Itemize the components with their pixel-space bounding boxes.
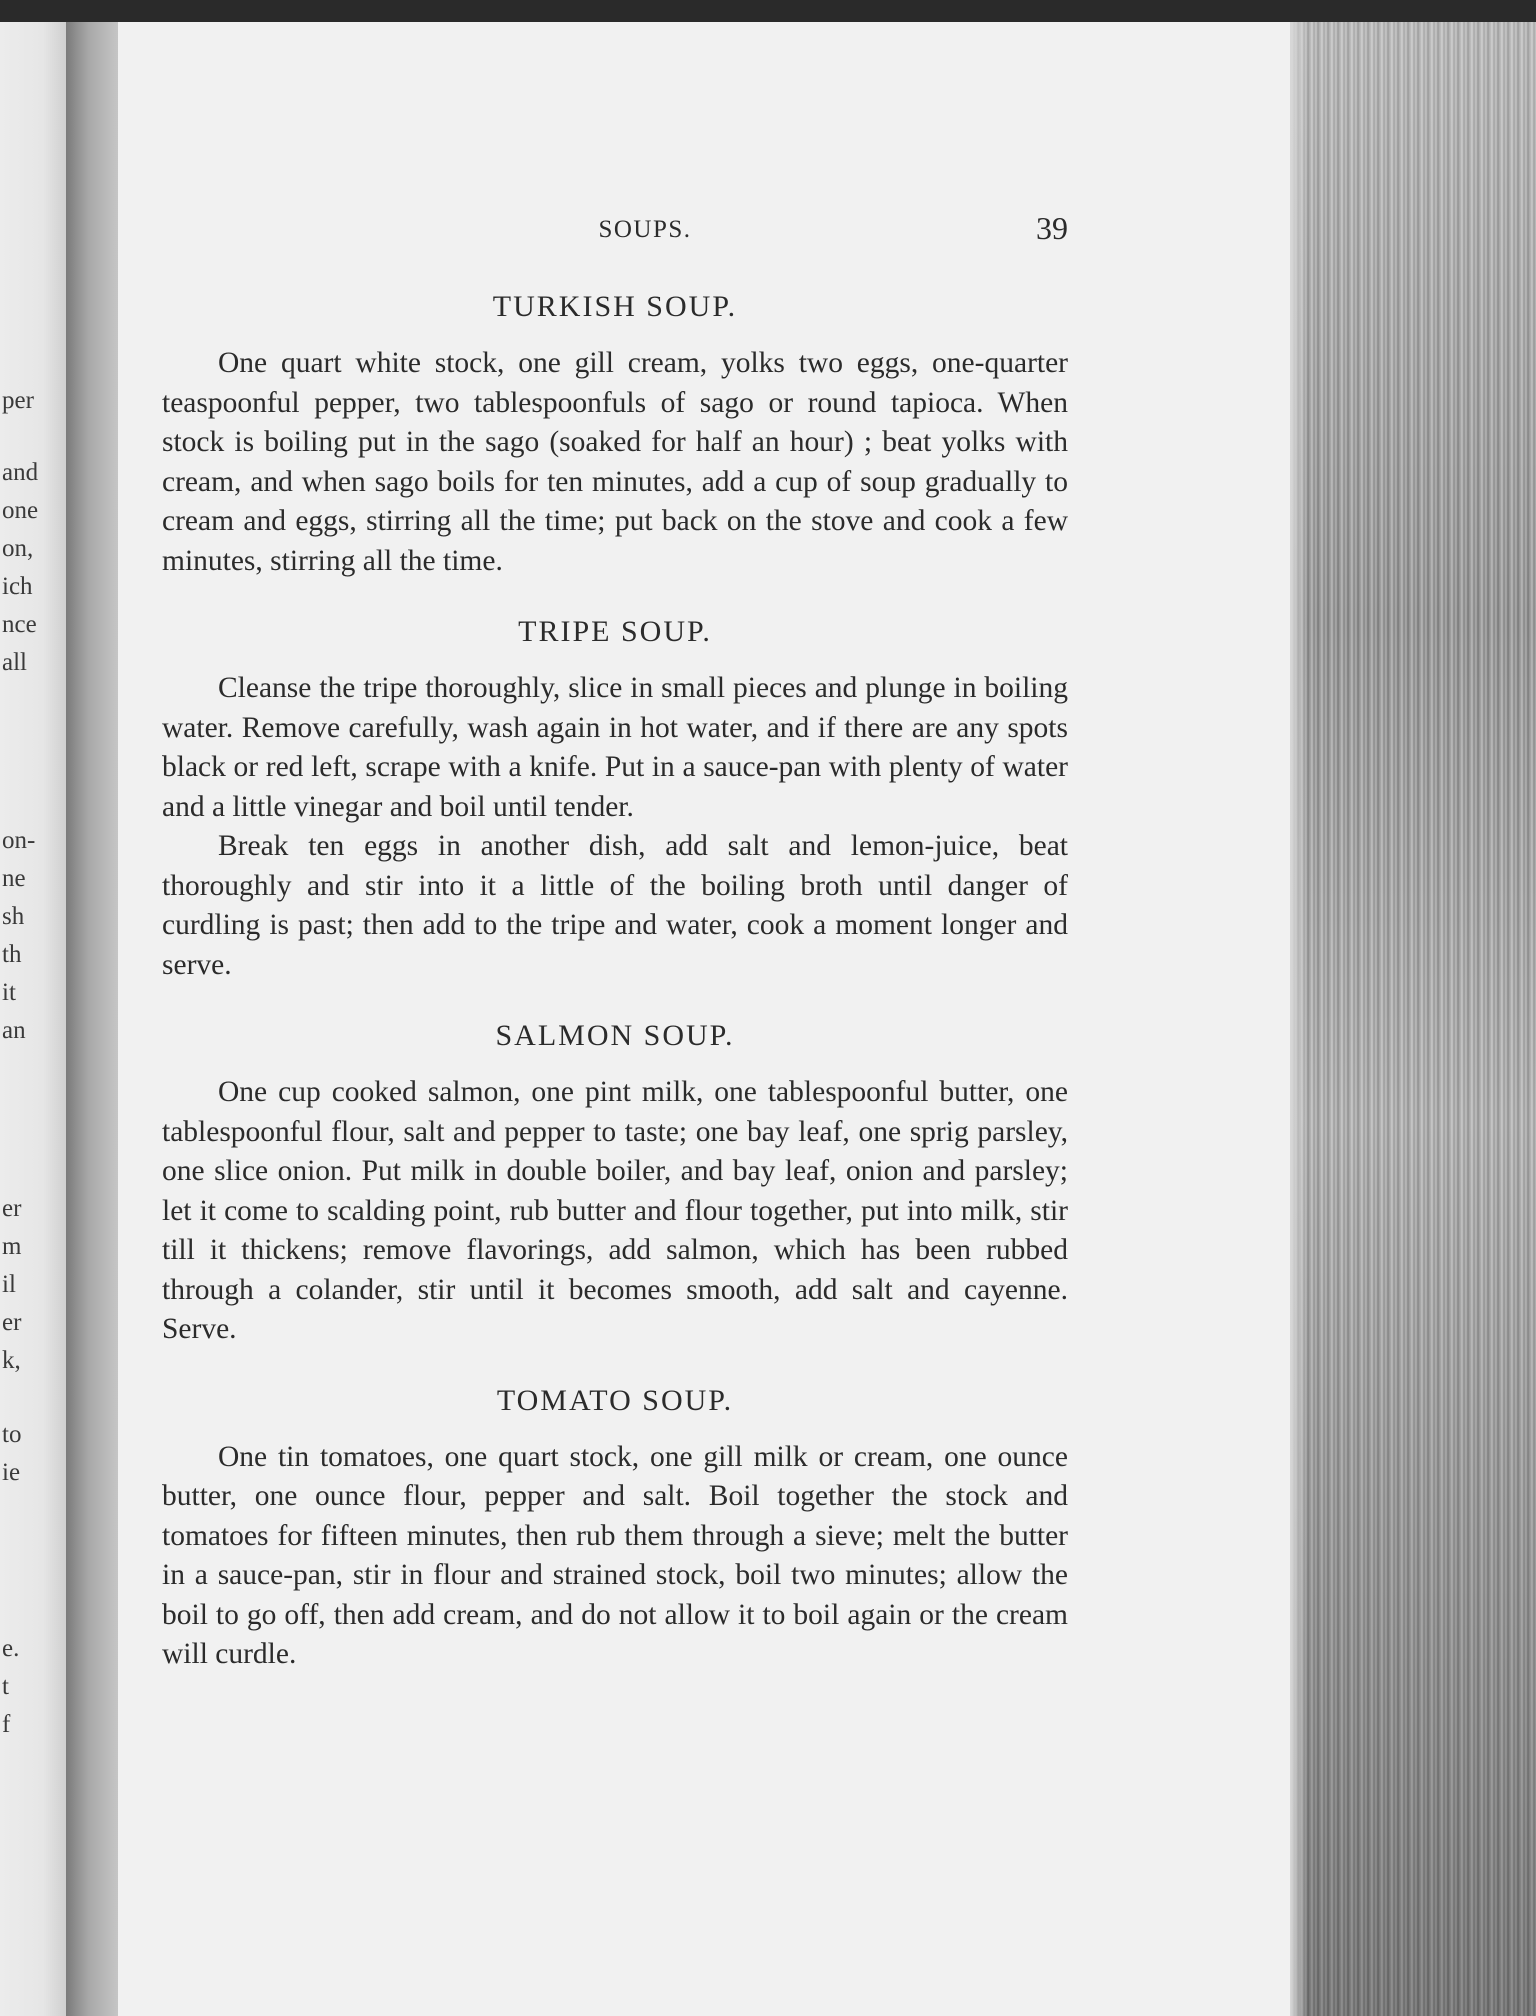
left-page-fragment: ich [2,573,33,600]
left-page-fragment: per [2,387,34,414]
recipe-section-tripe-soup [162,615,1068,985]
left-page-fragment: to [2,1421,22,1448]
paragraph: One tin tomatoes, one quart stock, one gill milk or cream, one ounce butter, one ounce flour, pepper and salt. Boil together the stock and tomatoes for fifteen minutes, then rub them through a sieve; melt the butter in a sauce-pan, stir in flour and strained stock, boil two minutes; allow the boil to go off, then add cream, and do not allow it to boil again or the cream will curdle. [162,1440,1068,1670]
paragraph: Cleanse the tripe thoroughly, slice in small pieces and plunge in boiling water. Remove carefully, wash again in hot water, and if there are any spots black or red left, scrape with a knife. Put in a sauce-pan with plenty of water and a little vinegar and boil until tender. [162,672,1068,823]
left-page-fragment: ne [2,865,26,892]
left-page-fragment: th [2,941,22,968]
running-head [162,210,1068,250]
left-page-fragment: sh [2,903,25,930]
left-page-fragment: it [2,979,16,1006]
left-page-fragment: and [2,459,39,486]
left-page-fragment: ie [2,1459,21,1486]
left-page-fragment: er [2,1309,22,1336]
left-page-fragment: an [2,1017,26,1044]
left-page-fragment: er [2,1195,22,1222]
recipe-section-salmon-soup [162,1019,1068,1350]
left-page-fragment: on, [2,535,34,562]
section-title: TOMATO SOUP. [496,1383,734,1417]
page-number: 39 [1036,210,1068,246]
left-page-fragment: nce [2,611,37,638]
section-title: SALMON SOUP. [495,1019,735,1052]
left-page-fragment: il [2,1271,16,1298]
left-page-fragment: one [2,497,39,524]
paragraph: Break ten eggs in another dish, add salt and lemon-juice, beat thoroughly and stir into it a little of the boiling broth until danger of curdling is past; then add to the tripe and water, cook a moment longer and serve. [162,830,1068,981]
left-page-fragment: e. [2,1635,20,1662]
book-gutter [66,22,122,2016]
page-text-block [162,210,1068,1675]
section-title: TURKISH SOUP. [492,290,738,323]
left-page-fragment: k, [2,1347,21,1374]
paragraph: One quart white stock, one gill cream, yolks two eggs, one-quarter teaspoonful pepper, two tablespoonfuls of sago or round tapioca. When stock is boiling put in the sago (soaked for half an hour) ; beat yolks with cream, and when sago boils for ten minutes, add a cup of soup gradually to cream and eggs, stirring all the time; put back on the stove and cook a few minutes, stirring all the time. [162,347,1068,577]
left-page-fragment: on- [2,827,36,854]
recipe-section-tomato-soup [162,1384,1068,1675]
left-page-fragment: t [2,1673,9,1700]
paragraph: One cup cooked salmon, one pint milk, one tablespoonful butter, one tablespoonful flour, salt and pepper to taste; one bay leaf, one sprig parsley, one slice onion. Put milk in double boiler, and bay leaf, onion and parsley; let it come to scalding point, rub butter and flour together, put into milk, stir till it thickens; remove flavorings, add salmon, which has been rubbed through a colander, stir until it becomes smooth, add salt and cayenne. Serve. [162,1076,1068,1345]
section-title: TRIPE SOUP. [518,615,712,648]
left-page-fragment: m [2,1233,22,1260]
running-title: SOUPS. [598,216,692,243]
page-edges [1290,22,1536,2016]
left-page-fragment: f [2,1711,11,1738]
recipe-section-turkish-soup [162,290,1068,581]
left-page-fragment: all [2,649,27,676]
